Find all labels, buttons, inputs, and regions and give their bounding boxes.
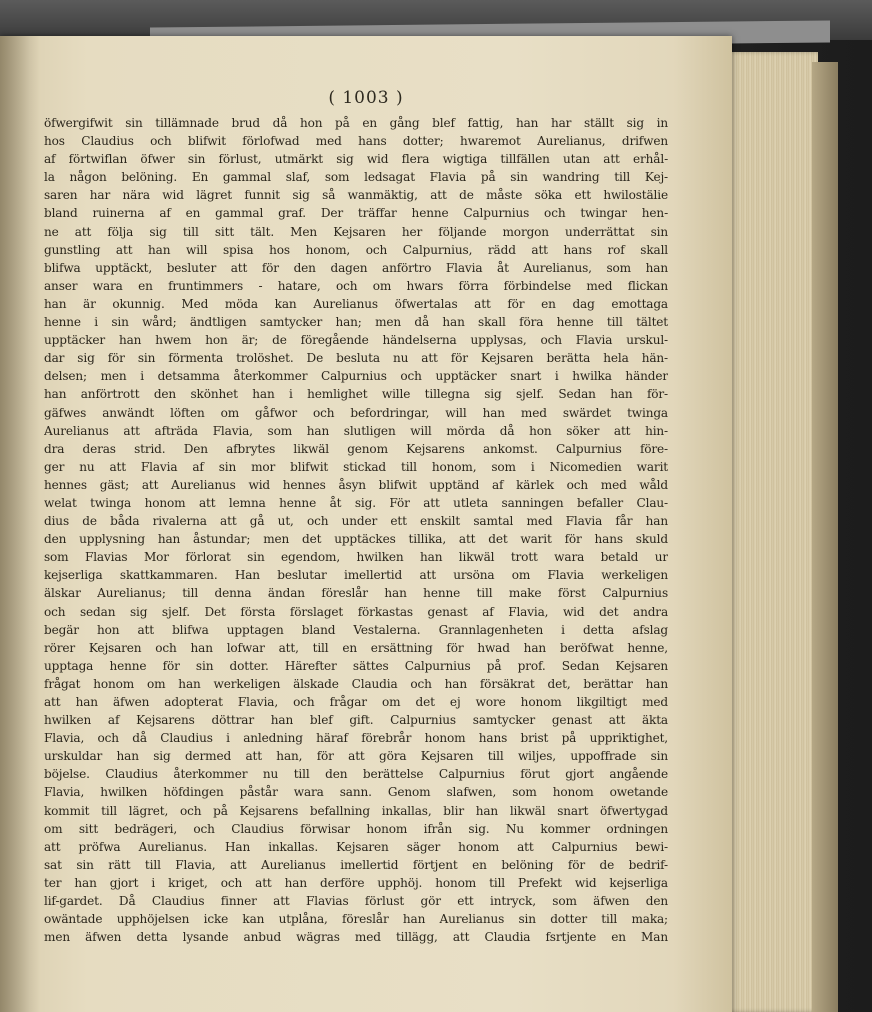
text-line: upptäcker han hwem hon är; de föregående händelserna upplysas, och Flavia urskul- [44, 333, 668, 348]
text-line: öfwergifwit sin tillämnade brud då hon på en gång blef fattig, han har ställt sig in [44, 116, 668, 130]
text-line: af förtwiflan öfwer sin förlust, utmärkt sig wid flera wigtiga tillfällen utan att erhål- [44, 152, 668, 167]
text-line: gäfwes anwändt löften om gåfwor och befordringar, will han med swärdet twinga [44, 405, 668, 420]
page-number: ( 1003 ) [328, 88, 404, 108]
text-line: men äfwen detta lysande anbud wägras med tillägg, att Claudia fsrtjente en Man [44, 930, 668, 945]
text-line: frågat honom om han werkeligen älskade Claudia och han försäkrat det, berättar han [44, 676, 668, 691]
text-line: welat twinga honom att lemna henne åt sig. För att utleta sanningen befaller Clau- [44, 495, 668, 510]
text-line: owäntade upphöjelsen icke kan utplåna, föreslår han Aurelianus sin dotter till maka; [44, 912, 668, 927]
text-line: delsen; men i detsamma återkommer Calpurnius och upptäcker snart i hwilka händer [44, 369, 668, 384]
page-edges [722, 52, 818, 1012]
text-line: gunstling att han will spisa hos honom, och Calpurnius, rädd att hans rof skall [44, 242, 668, 257]
text-line: hos Claudius och blifwit förlofwad med hans dotter; hwaremot Aurelianus, drifwen [44, 134, 668, 149]
text-line: som Flavias Mor förlorat sin egendom, hwilken han likwäl trott wara betald ur [44, 550, 668, 565]
text-line: han anförtrott den skönhet han i hemlighet wille tillegna sig sjelf. Sedan han för- [44, 387, 668, 402]
text-line: ter han gjort i kriget, och att han derföre upphöj. honom till Prefekt wid kejserliga [44, 875, 668, 890]
text-line: ne att följa sig till sitt tält. Men Kejsaren her följande morgon underrättat sin [44, 224, 668, 239]
text-line: la någon belöning. En gammal slaf, som ledsagat Flavia på sin wandring till Kej- [44, 170, 668, 185]
text-line: begär hon att blifwa upptagen bland Vestalerna. Grannlagenheten i detta afslag [44, 622, 668, 637]
text-line: urskuldar han sig dermed att han, för att göra Kejsaren till wiljes, uppoffrade sin [44, 749, 668, 764]
text-line: han är okunnig. Med möda kan Aurelianus öfwertalas att för en dag emottaga [44, 296, 668, 311]
text-line: kommit till lägret, och på Kejsarens befallning inkallas, blir han likwäl snart öfwertygad [44, 803, 668, 818]
text-line: att pröfwa Aurelianus. Han inkallas. Kejsaren säger honom att Calpurnius bewi- [44, 839, 668, 854]
text-line: om sitt bedrägeri, och Claudius förwisar honom ifrån sig. Nu kommer ordningen [44, 821, 668, 836]
text-line: saren har nära wid lägret funnit sig så wanmäktig, att de måste söka ett hwilostälie [44, 188, 668, 203]
text-line: henne i sin wård; ändtligen samtycker han; men då han skall föra henne till tältet [44, 315, 668, 330]
text-line: att han äfwen adopterat Flavia, och frågar om det ej wore honom likgiltigt med [44, 695, 668, 709]
text-line: anser wara en fruntimmers - hatare, och om hwars förra förbindelse med flickan [44, 278, 668, 293]
text-line: dar sig för sin förmenta trolöshet. De besluta nu att för Kejsaren berätta hela hän- [44, 351, 668, 366]
text-line: kejserliga skattkammaren. Han beslutar imellertid att ursöna om Flavia werkeligen [44, 568, 668, 583]
text-line: Flavia, och då Claudius i anledning häraf förebrår honom hans brist på uppriktighet, [44, 731, 668, 746]
text-line: hwilken af Kejsarens döttrar han blef gift. Calpurnius samtycker genast att äkta [44, 713, 668, 728]
text-line: Aurelianus att afträda Flavia, som han slutligen will mörda då hon söker att hin- [44, 423, 668, 438]
page-edges-shadow [812, 62, 838, 1012]
text-line: sat sin rätt till Flavia, att Aurelianus imellertid förtjent en belöning för de bedrif- [44, 857, 668, 872]
text-line: dius de båda rivalerna att gå ut, och under ett enskilt samtal med Flavia får han [44, 514, 668, 529]
text-line: älskar Aurelianus; till denna ändan föreslår han henne till make först Calpurnius [44, 586, 668, 601]
text-line: bland ruinerna af en gammal graf. Der träffar henne Calpurnius och twingar hen- [44, 206, 668, 221]
text-line: och sedan sig sjelf. Det första förslaget förkastas genast af Flavia, wid det andra [44, 604, 668, 619]
text-line: hennes gäst; att Aurelianus wid hennes åsyn blifwit upptänd af kärlek och med wåld [44, 477, 668, 492]
text-line: blifwa upptäckt, besluter att för den dagen anförtro Flavia åt Aurelianus, som han [44, 260, 668, 275]
text-line: dra deras strid. Den afbrytes likwäl genom Kejsarens ankomst. Calpurnius före- [44, 441, 668, 456]
text-line: upptaga henne för sin dotter. Härefter sättes Calpurnius på prof. Sedan Kejsaren [44, 658, 668, 673]
text-line: Flavia, hwilken höfdingen påstår wara sann. Genom slafwen, som honom owetande [44, 785, 668, 800]
text-line: rörer Kejsaren och han lofwar att, till en ersättning för hwad han beröfwat henne, [44, 640, 668, 655]
text-line: böjelse. Claudius återkommer nu till den berättelse Calpurnius förut gjort angående [44, 767, 668, 782]
text-line: den upplysning han åstundar; men det upptäckes tillika, att det warit för hans skuld [44, 532, 668, 547]
body-text [44, 114, 668, 946]
text-line: lif-gardet. Då Claudius finner att Flavias förlust gör ett intryck, som äfwen den [44, 894, 668, 909]
text-line: ger nu att Flavia af sin mor blifwit stickad till honom, som i Nicomedien warit [44, 459, 668, 474]
